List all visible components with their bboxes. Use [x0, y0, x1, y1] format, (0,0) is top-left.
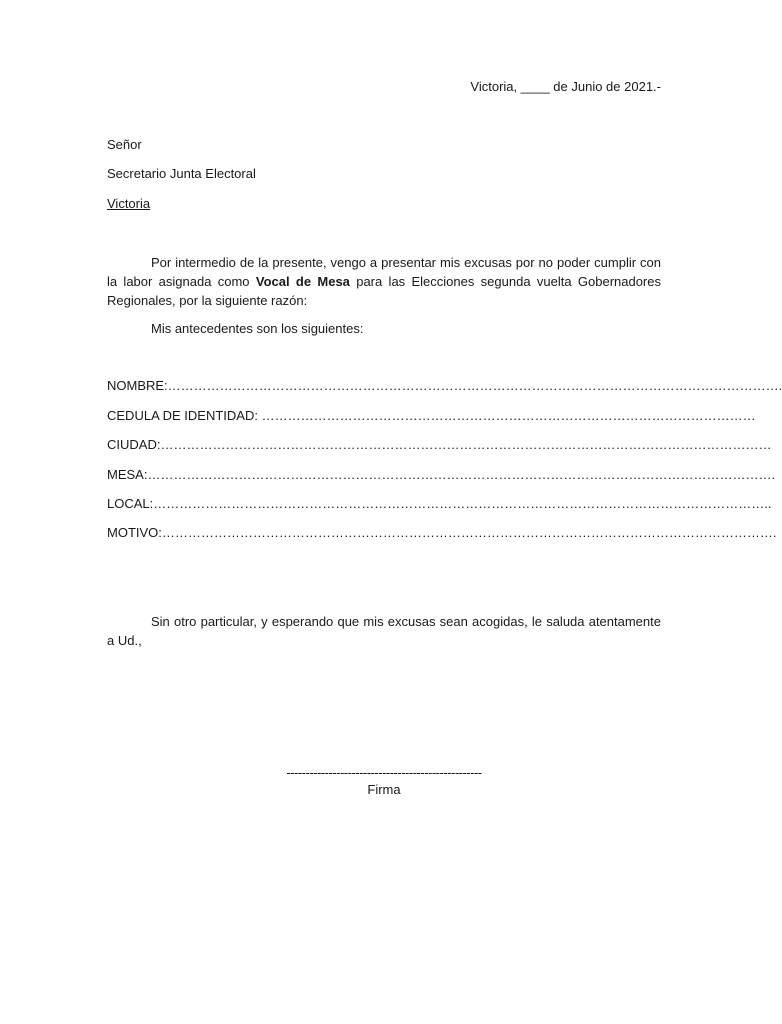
recipient-city: Victoria — [107, 196, 151, 211]
field-cedula: CEDULA DE IDENTIDAD: …………………………………………………………………………………………………… — [107, 408, 756, 423]
field-motivo: MOTIVO:……………………………………………………………………………………………………………………………. — [107, 525, 777, 540]
closing-paragraph: Sin otro particular, y esperando que mis excusas sean acogidas, le saluda atentamente a Ud., — [107, 614, 661, 648]
role-name: Vocal de Mesa — [255, 274, 350, 289]
antecedents-intro: Mis antecedentes son los siguientes: — [151, 321, 364, 336]
field-ciudad: CIUDAD:…………………………………………………………………………………………………………………………… — [107, 437, 772, 452]
signature-line: --------------------------------------------------- — [286, 765, 482, 780]
signature-label: Firma — [367, 782, 401, 797]
intro-paragraph — [107, 253, 661, 310]
recipient-position: Secretario Junta Electoral — [107, 166, 256, 181]
field-local: LOCAL:…………………………………………………………………………………………………………………………….. — [107, 496, 772, 511]
recipient-salutation: Señor — [107, 137, 142, 152]
field-mesa: MESA:………………………………………………………………………………………………………………………………. — [107, 467, 776, 482]
field-nombre: NOMBRE:……………………………………………………………………………………………………………………………. — [107, 378, 782, 393]
intro-text-2: para las Elecciones segunda vuelta Gobernadores Regionales, por la siguiente razón: — [107, 274, 661, 308]
intro-text-1: Por intermedio de la presente, vengo a presentar mis excusas por no poder cumplir con la labor asignada como — [107, 255, 661, 289]
date-line: Victoria, ____ de Junio de 2021.- — [470, 79, 661, 94]
